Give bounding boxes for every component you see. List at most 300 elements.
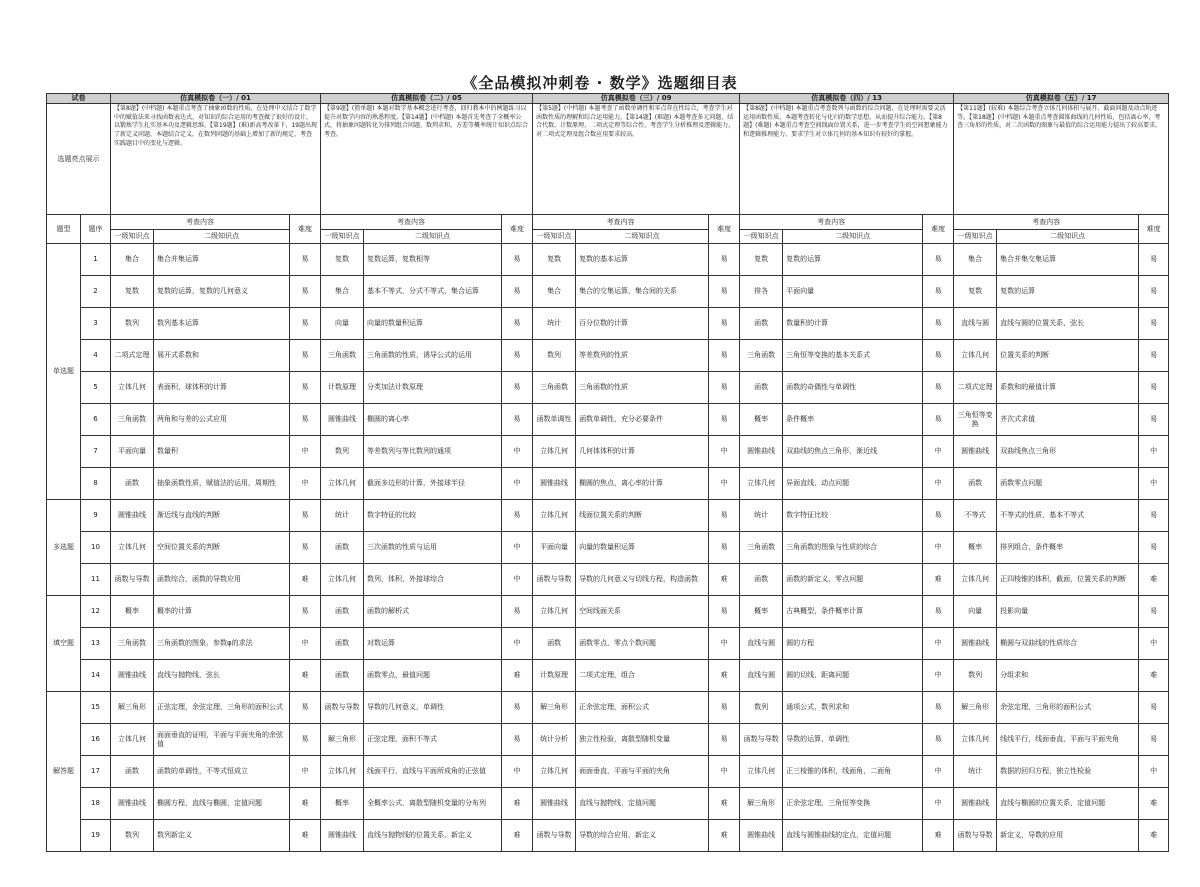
difficulty-cell: 易: [1139, 500, 1169, 532]
paper-title: 仿真模拟卷（四）/ 13: [740, 94, 954, 104]
k1-cell: 数列: [321, 436, 364, 468]
k2-cell: 函数的单调性，不等式恒成立: [154, 756, 290, 788]
paper-title: 仿真模拟卷（一）/ 01: [111, 94, 321, 104]
question-number: 2: [81, 276, 111, 308]
k2-cell: 复数的运算: [783, 244, 923, 276]
question-number: 3: [81, 308, 111, 340]
question-number: 8: [81, 468, 111, 500]
paper-header-row: [47, 94, 1169, 104]
difficulty-header: 难度: [923, 215, 954, 244]
k1-header: 一级知识点: [321, 230, 364, 244]
k1-cell: 二项式定理: [111, 340, 154, 372]
k1-cell: 集合: [321, 276, 364, 308]
question-number: 15: [81, 692, 111, 724]
k2-cell: 三角恒等变换的基本关系式: [783, 340, 923, 372]
k2-cell: 渐近线与直线的判断: [154, 500, 290, 532]
difficulty-cell: 中: [502, 756, 533, 788]
k2-cell: 函数的新定义，零点问题: [783, 564, 923, 596]
k2-cell: 线面位置关系的判断: [576, 500, 709, 532]
difficulty-cell: 中: [502, 468, 533, 500]
difficulty-cell: 中: [1139, 468, 1169, 500]
difficulty-cell: 难: [1139, 660, 1169, 692]
difficulty-cell: 难: [1139, 564, 1169, 596]
difficulty-cell: 易: [290, 532, 321, 564]
difficulty-cell: 易: [923, 340, 954, 372]
k2-cell: 圆的切线，距离问题: [783, 660, 923, 692]
difficulty-cell: 中: [923, 532, 954, 564]
difficulty-cell: 难: [290, 660, 321, 692]
k1-cell: 统计分析: [533, 724, 576, 756]
question-number: 10: [81, 532, 111, 564]
k1-cell: 圆锥曲线: [533, 468, 576, 500]
difficulty-cell: 易: [709, 244, 740, 276]
k2-cell: 双曲线的焦点三角形，渐近线: [783, 436, 923, 468]
k2-cell: 正弦定理，面积不等式: [364, 724, 502, 756]
k2-cell: 椭圆的离心率: [364, 404, 502, 436]
difficulty-cell: 易: [923, 244, 954, 276]
k2-cell: 直线与椭圆的位置关系，定值问题: [997, 788, 1139, 820]
difficulty-cell: 中: [923, 436, 954, 468]
k2-cell: 正余弦定理，面积公式: [576, 692, 709, 724]
k2-cell: 异面直线，动点问题: [783, 468, 923, 500]
k1-cell: 向量: [321, 308, 364, 340]
k1-cell: 数列: [111, 308, 154, 340]
k1-header: 一级知识点: [954, 230, 997, 244]
k2-cell: 百分位数的计算: [576, 308, 709, 340]
k2-header: 二级知识点: [576, 230, 709, 244]
k1-cell: 立体几何: [954, 724, 997, 756]
question-row: [47, 660, 1169, 692]
k2-cell: 空间位置关系的判断: [154, 532, 290, 564]
k1-cell: 三角函数: [740, 532, 783, 564]
question-number: 7: [81, 436, 111, 468]
k1-cell: 立体几何: [321, 756, 364, 788]
k1-cell: 数列: [533, 340, 576, 372]
k2-header: 二级知识点: [997, 230, 1139, 244]
type-header: 题型: [47, 215, 81, 244]
question-row: [47, 596, 1169, 628]
page-title: 《全品模拟冲刺卷 · 数学》选题细目表: [462, 74, 738, 92]
k2-cell: 导数的几何意义，单调性: [364, 692, 502, 724]
difficulty-cell: 中: [923, 628, 954, 660]
k1-cell: 三角函数: [740, 340, 783, 372]
k2-cell: 正弦定理，余弦定理，三角形的面积公式: [154, 692, 290, 724]
section-label: 解答题: [47, 692, 81, 852]
k2-cell: 复数的运算: [997, 276, 1139, 308]
content-header: 考查内容: [954, 215, 1139, 230]
k2-cell: 展开式系数和: [154, 340, 290, 372]
k1-cell: 数列: [740, 692, 783, 724]
question-row: [47, 372, 1169, 404]
difficulty-cell: 中: [1139, 756, 1169, 788]
difficulty-cell: 中: [709, 628, 740, 660]
k2-cell: 正四棱锥的体积，截面，位置关系的判断: [997, 564, 1139, 596]
k1-cell: 直线与圆: [740, 628, 783, 660]
k1-cell: 三角函数: [111, 628, 154, 660]
difficulty-cell: 易: [290, 596, 321, 628]
difficulty-cell: 易: [923, 596, 954, 628]
k2-cell: 集合并集交集运算: [997, 244, 1139, 276]
summary-label: 选题亮点展示: [47, 104, 111, 215]
k1-cell: 复数: [321, 244, 364, 276]
k2-cell: 数量积: [154, 436, 290, 468]
k1-cell: 函数: [321, 660, 364, 692]
k1-cell: 统计: [954, 756, 997, 788]
k1-cell: 立体几何: [954, 564, 997, 596]
difficulty-cell: 易: [502, 308, 533, 340]
k1-cell: 集合: [111, 244, 154, 276]
k1-cell: 概率: [740, 596, 783, 628]
difficulty-cell: 难: [1139, 820, 1169, 852]
difficulty-cell: 易: [1139, 404, 1169, 436]
k2-cell: 直线与抛物线，定值问题: [576, 788, 709, 820]
k1-cell: 函数: [321, 628, 364, 660]
difficulty-cell: 易: [1139, 596, 1169, 628]
difficulty-cell: 易: [709, 372, 740, 404]
k1-cell: 圆锥曲线: [740, 436, 783, 468]
k1-cell: 圆锥曲线: [954, 628, 997, 660]
topic-breakdown-table: [46, 93, 1169, 852]
k2-cell: 直线与圆的位置关系，弦长: [997, 308, 1139, 340]
k2-cell: 数列新定义: [154, 820, 290, 852]
difficulty-cell: 易: [923, 276, 954, 308]
k1-cell: 函数: [954, 468, 997, 500]
k2-cell: 正余弦定理，三角恒等变换: [783, 788, 923, 820]
k2-cell: 向量的数量积运算: [576, 532, 709, 564]
question-row: [47, 788, 1169, 820]
difficulty-cell: 易: [709, 724, 740, 756]
k1-cell: 复数: [740, 244, 783, 276]
difficulty-cell: 中: [290, 756, 321, 788]
k2-header: 二级知识点: [364, 230, 502, 244]
k1-cell: 平面向量: [111, 436, 154, 468]
section-label: 多选题: [47, 500, 81, 596]
k1-cell: 函数: [740, 308, 783, 340]
k1-cell: 解三角形: [954, 692, 997, 724]
k1-cell: 立体几何: [111, 724, 154, 756]
k1-cell: 圆锥曲线: [954, 788, 997, 820]
k1-cell: 圆锥曲线: [111, 788, 154, 820]
difficulty-cell: 易: [709, 692, 740, 724]
k2-cell: 三次函数的性质与运用: [364, 532, 502, 564]
k2-cell: 三角函数的性质: [576, 372, 709, 404]
difficulty-cell: 易: [709, 340, 740, 372]
difficulty-cell: 易: [709, 500, 740, 532]
summary-text: 【第9题】(简单题) 本题对数学基本概念进行考查，回归教本中的例题练习以提升对数学内容的熟悉程度。【第14题】(中档题) 本题首先考查了全概率公式，将抽象问题转化为排列组合问题，数列求和，方差等概率统计知识点综合考查。: [321, 104, 533, 215]
k1-cell: 立体几何: [533, 596, 576, 628]
k1-cell: 圆锥曲线: [321, 820, 364, 852]
section-label: 填空题: [47, 596, 81, 692]
k2-cell: 集合并集运算: [154, 244, 290, 276]
k2-cell: 抽象函数性质，赋值法的运用，周期性: [154, 468, 290, 500]
k2-cell: 面面垂直的证明，平面与平面夹角的余弦值: [154, 724, 290, 756]
difficulty-cell: 易: [502, 724, 533, 756]
difficulty-cell: 易: [709, 276, 740, 308]
difficulty-cell: 难: [290, 820, 321, 852]
difficulty-cell: 中: [709, 436, 740, 468]
k1-header: 一级知识点: [740, 230, 783, 244]
question-number: 14: [81, 660, 111, 692]
k1-cell: 立体几何: [533, 436, 576, 468]
k2-cell: 直线与圆锥曲线的定点，定值问题: [783, 820, 923, 852]
difficulty-cell: 易: [502, 372, 533, 404]
k1-header: 一级知识点: [111, 230, 154, 244]
k2-cell: 三角函数的图象，参数φ的求法: [154, 628, 290, 660]
k1-cell: 解三角形: [321, 724, 364, 756]
difficulty-header: 难度: [290, 215, 321, 244]
difficulty-cell: 易: [923, 724, 954, 756]
question-number: 16: [81, 724, 111, 756]
k1-cell: 立体几何: [954, 340, 997, 372]
question-row: [47, 436, 1169, 468]
k2-cell: 系数和的最值计算: [997, 372, 1139, 404]
summary-text: 【第11题】(较难) 本题综合考查立体几何体积与展开、截面问题及动点轨迹等。【第18题】(中档题) 本题重点考查圆锥曲线的几何性质，包括离心率，考查三角形的性质，对二次函数的图象与最值的综合运用能力提出了较高要求。: [954, 104, 1169, 215]
paper-title: 仿真模拟卷（五）/ 17: [954, 94, 1169, 104]
difficulty-cell: 中: [923, 660, 954, 692]
k1-cell: 复数: [111, 276, 154, 308]
k2-cell: 圆的方程: [783, 628, 923, 660]
k1-cell: 函数与导数: [740, 724, 783, 756]
k2-cell: 独立性检验，离散型随机变量: [576, 724, 709, 756]
k1-cell: 函数: [740, 372, 783, 404]
question-number: 17: [81, 756, 111, 788]
question-row: [47, 244, 1169, 276]
k2-cell: 不等式的性质，基本不等式: [997, 500, 1139, 532]
k1-cell: 立体几何: [533, 500, 576, 532]
k1-cell: 立体几何: [111, 372, 154, 404]
difficulty-cell: 难: [709, 660, 740, 692]
k1-cell: 立体几何: [111, 532, 154, 564]
k2-cell: 数字特征比较: [783, 500, 923, 532]
k2-cell: 古典概型，条件概率计算: [783, 596, 923, 628]
k2-cell: 三角函数的性质，诱导公式的运用: [364, 340, 502, 372]
k2-cell: 函数零点问题: [997, 468, 1139, 500]
difficulty-cell: 易: [1139, 372, 1169, 404]
k1-cell: 直线与圆: [740, 660, 783, 692]
k2-cell: 双曲线焦点三角形: [997, 436, 1139, 468]
k1-cell: 立体几何: [321, 468, 364, 500]
difficulty-cell: 难: [290, 564, 321, 596]
question-row: [47, 276, 1169, 308]
summary-text: 【第5题】(中档题) 本题考查了函数单调性和零点存在性综合，考查学生对函数性质的理解和综合运用能力。【第14题】(难题) 本题考查多元问题，结合代数、计数原理、二项式定理等综合性，考查学生分析推理及逻辑能力，对二项式定理及组合数应用要求较高。: [533, 104, 740, 215]
k1-cell: 解三角形: [111, 692, 154, 724]
content-header: 考查内容: [533, 215, 709, 230]
k2-cell: 数字特征的比较: [364, 500, 502, 532]
k2-cell: 投影向量: [997, 596, 1139, 628]
k2-cell: 条件概率: [783, 404, 923, 436]
k2-cell: 等差数列的性质: [576, 340, 709, 372]
difficulty-cell: 易: [290, 372, 321, 404]
difficulty-cell: 易: [502, 244, 533, 276]
difficulty-cell: 中: [290, 436, 321, 468]
k1-cell: 复数: [954, 276, 997, 308]
question-number: 11: [81, 564, 111, 596]
k2-cell: 排列组合，条件概率: [997, 532, 1139, 564]
k1-cell: 解三角形: [740, 788, 783, 820]
difficulty-cell: 难: [1139, 788, 1169, 820]
k2-cell: 函数综合，函数的导数应用: [154, 564, 290, 596]
difficulty-cell: 易: [502, 404, 533, 436]
difficulty-cell: 难: [709, 820, 740, 852]
difficulty-cell: 易: [1139, 308, 1169, 340]
k2-cell: 复数运算，复数相等: [364, 244, 502, 276]
difficulty-cell: 易: [923, 500, 954, 532]
content-header: 考查内容: [321, 215, 502, 230]
question-row: [47, 404, 1169, 436]
summary-row: [47, 104, 1169, 215]
question-row: [47, 340, 1169, 372]
k2-cell: 函数零点，零点个数问题: [576, 628, 709, 660]
k2-cell: 椭圆的焦点，离心率的计算: [576, 468, 709, 500]
difficulty-cell: 易: [709, 308, 740, 340]
difficulty-cell: 易: [502, 340, 533, 372]
k2-cell: 表面积，球体积的计算: [154, 372, 290, 404]
k1-cell: 向量: [954, 596, 997, 628]
k2-cell: 分类加法计数原理: [364, 372, 502, 404]
k2-cell: 位置关系的判断: [997, 340, 1139, 372]
difficulty-cell: 易: [290, 500, 321, 532]
difficulty-cell: 中: [290, 628, 321, 660]
difficulty-cell: 易: [923, 692, 954, 724]
k1-cell: 函数单调性: [533, 404, 576, 436]
k2-cell: 向量的数量积运算: [364, 308, 502, 340]
k2-cell: 分组求和: [997, 660, 1139, 692]
difficulty-cell: 易: [1139, 244, 1169, 276]
k2-cell: 平面向量: [783, 276, 923, 308]
k1-cell: 函数: [533, 628, 576, 660]
content-header: 考查内容: [111, 215, 290, 230]
k1-cell: 函数与导数: [954, 820, 997, 852]
difficulty-cell: 易: [290, 308, 321, 340]
k1-cell: 函数与导数: [533, 564, 576, 596]
k1-cell: 概率: [321, 788, 364, 820]
question-row: [47, 692, 1169, 724]
paper-title: 仿真模拟卷（二）/ 05: [321, 94, 533, 104]
k1-cell: 函数与导数: [533, 820, 576, 852]
difficulty-cell: 易: [923, 308, 954, 340]
k2-cell: 对数运算: [364, 628, 502, 660]
k1-cell: 函数: [321, 532, 364, 564]
k2-cell: 基本不等式，分式不等式，集合运算: [364, 276, 502, 308]
difficulty-cell: 中: [502, 532, 533, 564]
k1-cell: 集合: [533, 276, 576, 308]
difficulty-cell: 易: [923, 372, 954, 404]
k1-cell: 直线与圆: [954, 308, 997, 340]
k1-cell: 不等式: [954, 500, 997, 532]
k2-header: 二级知识点: [783, 230, 923, 244]
k2-header: 二级知识点: [154, 230, 290, 244]
k2-cell: 椭圆方程，直线与椭圆，定值问题: [154, 788, 290, 820]
k2-cell: 数据的回归方程，独立性检验: [997, 756, 1139, 788]
k2-cell: 线面平行，直线与平面所成角的正弦值: [364, 756, 502, 788]
content-header: 考查内容: [740, 215, 923, 230]
k2-cell: 截面多边形的计算，外接球半径: [364, 468, 502, 500]
question-number: 18: [81, 788, 111, 820]
k1-cell: 立体几何: [740, 468, 783, 500]
difficulty-cell: 难: [502, 788, 533, 820]
difficulty-cell: 易: [290, 692, 321, 724]
k2-cell: 集合的交集运算，集合间的关系: [576, 276, 709, 308]
k2-cell: 椭圆与双曲线的性质综合: [997, 628, 1139, 660]
question-row: [47, 532, 1169, 564]
k1-cell: 概率: [111, 596, 154, 628]
difficulty-cell: 易: [502, 692, 533, 724]
k1-cell: 圆锥曲线: [111, 500, 154, 532]
summary-text: 【第8题】(中档题) 本题重点考查了抽象函数的性质，在处理中又结合了数学中的赋值法来寻找函数表达式，对知识的综合运用的考查做了很好的设计，以锻炼学生扎实基本功及逻辑思维。【第19题】(难)新高考改革下，19题出现了新定义问题，本题结合定义，在数列问题的基础上增加了新的规定，考查实践题目中的变化与逻辑。: [111, 104, 321, 215]
k1-cell: 立体几何: [533, 756, 576, 788]
number-header: 题序: [81, 215, 111, 244]
k1-cell: 平面向量: [533, 532, 576, 564]
question-number: 5: [81, 372, 111, 404]
k2-cell: 余弦定理，三角形的面积公式: [997, 692, 1139, 724]
k1-cell: 圆锥曲线: [111, 660, 154, 692]
difficulty-cell: 中: [923, 788, 954, 820]
difficulty-cell: 中: [709, 756, 740, 788]
k1-cell: 三角函数: [533, 372, 576, 404]
k1-cell: 三角函数: [321, 340, 364, 372]
k1-cell: 计数原理: [533, 660, 576, 692]
difficulty-cell: 易: [290, 276, 321, 308]
k2-cell: 直线与抛物线，弦长: [154, 660, 290, 692]
difficulty-cell: 易: [709, 532, 740, 564]
k1-cell: 统计: [533, 308, 576, 340]
k1-cell: 统计: [740, 500, 783, 532]
k1-cell: 函数: [321, 596, 364, 628]
k1-cell: 三角函数: [111, 404, 154, 436]
question-row: [47, 308, 1169, 340]
difficulty-cell: 易: [1139, 340, 1169, 372]
k1-cell: 解三角形: [533, 692, 576, 724]
k2-cell: 函数的解析式: [364, 596, 502, 628]
difficulty-cell: 中: [290, 468, 321, 500]
k2-cell: 通项公式，数列求和: [783, 692, 923, 724]
k1-cell: 圆锥曲线: [321, 404, 364, 436]
k1-cell: 立体几何: [321, 564, 364, 596]
difficulty-cell: 中: [502, 436, 533, 468]
k1-cell: 函数: [111, 756, 154, 788]
difficulty-cell: 难: [502, 820, 533, 852]
k1-cell: 二项式定理: [954, 372, 997, 404]
column-header-row: [47, 215, 1169, 230]
k1-cell: 函数与导数: [111, 564, 154, 596]
difficulty-cell: 易: [502, 500, 533, 532]
difficulty-cell: 难: [709, 788, 740, 820]
question-row: [47, 820, 1169, 852]
k2-cell: 新定义，导数的应用: [997, 820, 1139, 852]
k1-cell: 立体几何: [740, 756, 783, 788]
question-row: [47, 756, 1169, 788]
k2-cell: 全概率公式，离散型随机变量的分布列: [364, 788, 502, 820]
difficulty-header: 难度: [502, 215, 533, 244]
difficulty-cell: 难: [290, 788, 321, 820]
summary-text: 【第8题】(中档题) 本题重点考查数列与函数的综合问题，在处理时需要灵活运用函数性质，本题考查转化与化归的数学思想，从而提升综合能力。【第8题】(难题) 本题重点考查空间线面位置关系，进一步考查学生的空间想象能力和逻辑推理能力，要求学生对立体几何的基本知识有较好的掌握。: [740, 104, 954, 215]
difficulty-cell: 中: [502, 628, 533, 660]
difficulty-cell: 中: [1139, 436, 1169, 468]
difficulty-cell: 易: [1139, 692, 1169, 724]
difficulty-cell: 中: [923, 756, 954, 788]
difficulty-cell: 易: [923, 404, 954, 436]
difficulty-cell: 易: [290, 244, 321, 276]
difficulty-cell: 易: [290, 724, 321, 756]
k1-cell: 圆锥曲线: [740, 820, 783, 852]
paper-title: 仿真模拟卷（三）/ 09: [533, 94, 740, 104]
question-number: 19: [81, 820, 111, 852]
k1-cell: 数列: [954, 660, 997, 692]
k2-cell: 数量积的计算: [783, 308, 923, 340]
k1-cell: 函数: [111, 468, 154, 500]
k2-cell: 空间线面关系: [576, 596, 709, 628]
question-number: 13: [81, 628, 111, 660]
